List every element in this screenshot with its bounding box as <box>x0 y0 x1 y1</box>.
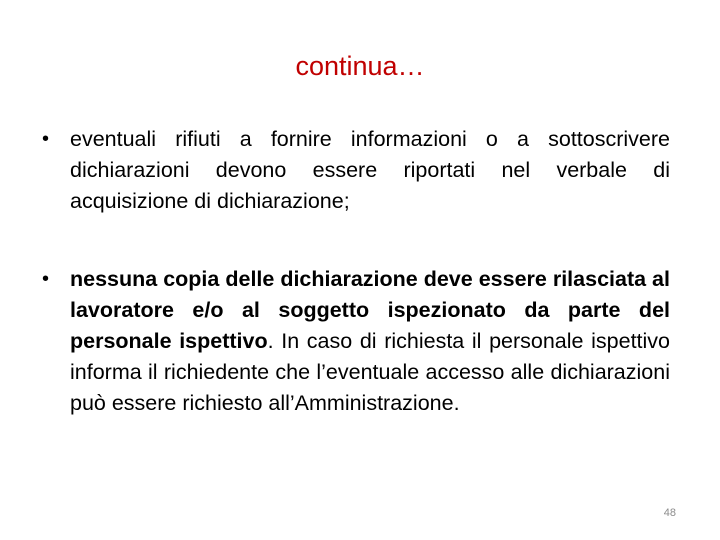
bullet-text: . In caso di richiesta il personale ispettivo informa il richiedente che l’eventuale accesso alle dichiarazioni può essere richiesto all’Amministrazione. <box>70 329 670 415</box>
bullet-bold-text: nessuna copia delle dichiarazione deve essere rilasciata al lavoratore e/o al soggetto ispezionato da parte del personale ispettivo <box>70 267 670 353</box>
slide-title: continua… <box>295 51 425 81</box>
bullet-icon: • <box>42 268 50 290</box>
bullet-item-refusals <box>42 124 670 217</box>
bullet-icon: • <box>42 128 50 150</box>
bullet-item-no-copy <box>42 264 670 419</box>
bullet-list <box>42 124 670 419</box>
bullet-text: eventuali rifiuti a fornire informazioni o a sottoscrivere dichiarazioni devono essere riportati nel verbale di acquisizione di dichiarazione; <box>70 127 670 213</box>
page-number: 48 <box>663 507 676 519</box>
